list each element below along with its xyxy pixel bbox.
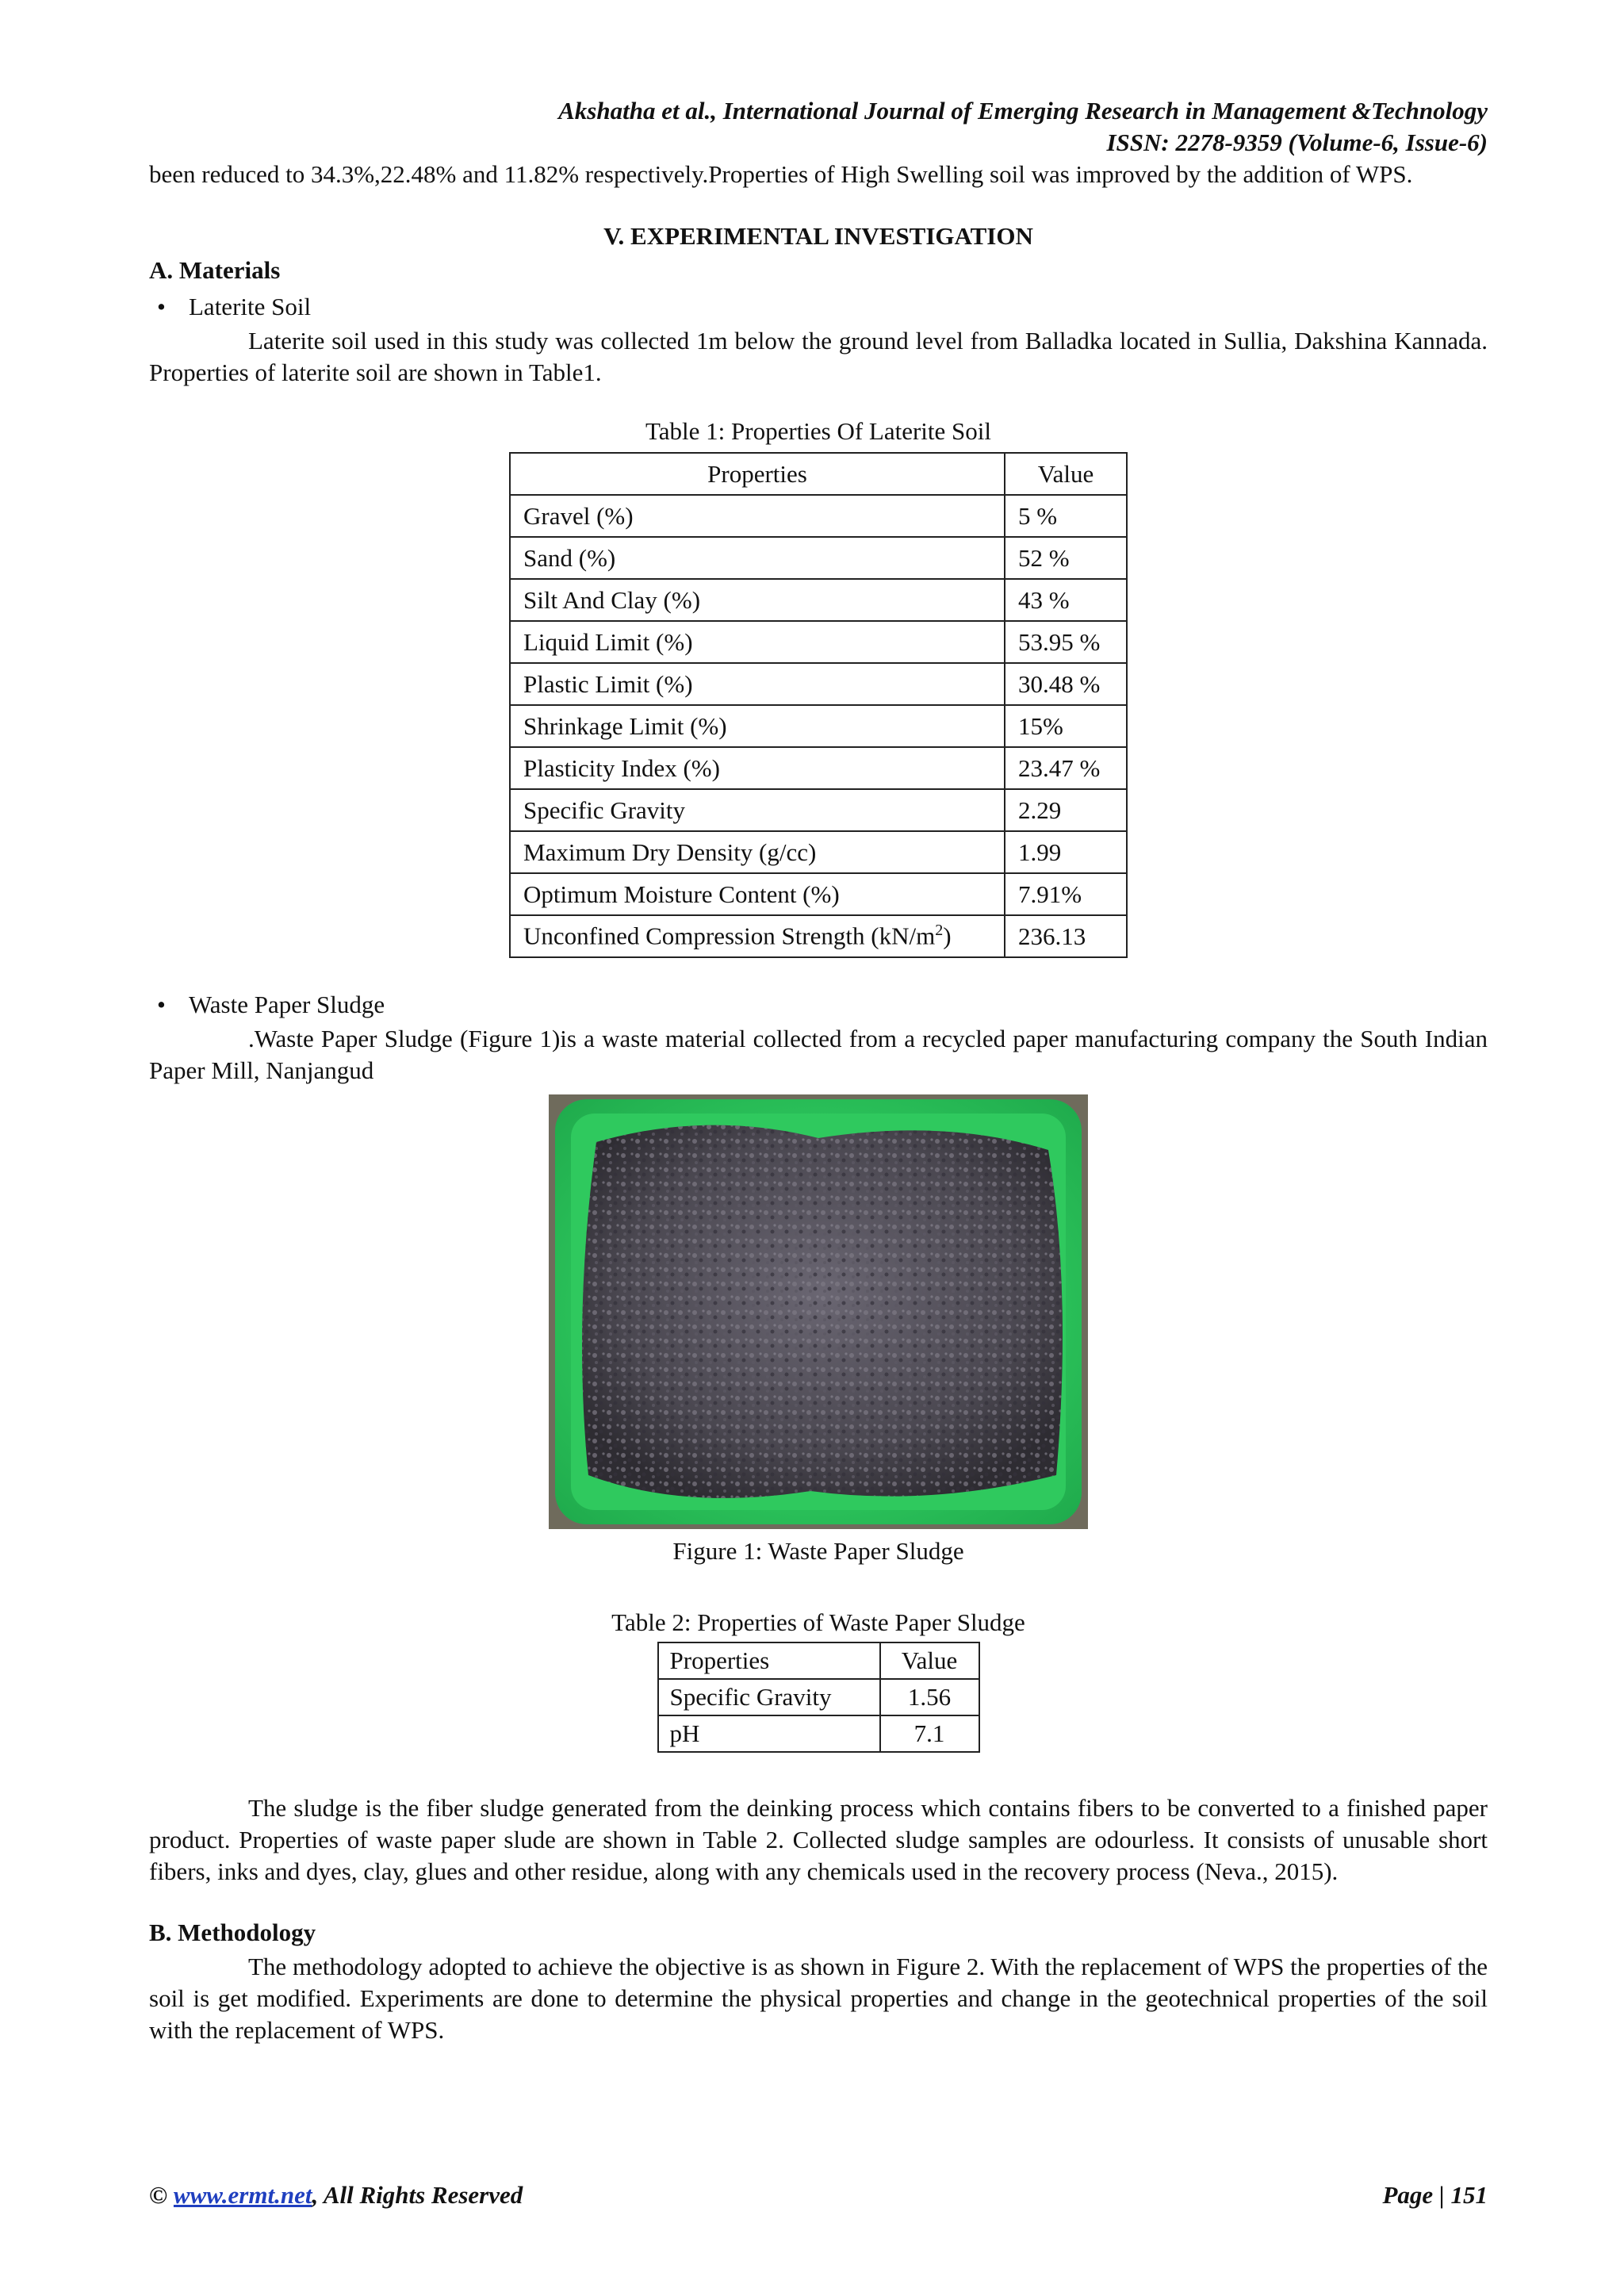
table-cell-property: Gravel (%) — [510, 495, 1005, 537]
table-cell-value: 236.13 — [1005, 915, 1127, 957]
table-row — [658, 1679, 979, 1715]
table-cell-value: 5 % — [1005, 495, 1127, 537]
table-cell-value: 7.1 — [880, 1715, 979, 1752]
table-row — [510, 621, 1127, 663]
table-cell-value: 1.56 — [880, 1679, 979, 1715]
table-row — [510, 915, 1127, 957]
table-row — [658, 1715, 979, 1752]
section-title: V. EXPERIMENTAL INVESTIGATION — [603, 222, 1033, 250]
table-cell-value: 7.91% — [1005, 873, 1127, 915]
issn-line: ISSN: 2278-9359 (Volume-6, Issue-6) — [1106, 128, 1488, 156]
bullet-waste-paper-sludge — [149, 987, 1488, 1023]
table-cell-value: 30.48 % — [1005, 663, 1127, 705]
bullet-laterite-soil — [149, 289, 1488, 325]
table-header-properties: Properties — [658, 1642, 880, 1679]
table-cell-property: Silt And Clay (%) — [510, 579, 1005, 621]
table-cell-value: 53.95 % — [1005, 621, 1127, 663]
table-cell-property: Optimum Moisture Content (%) — [510, 873, 1005, 915]
footer-copyright — [149, 2181, 523, 2210]
table-row — [510, 873, 1127, 915]
table-header-row — [658, 1642, 979, 1679]
table-cell-text-tail: ) — [943, 922, 952, 950]
table-header-value: Value — [880, 1642, 979, 1679]
table-row — [510, 705, 1127, 747]
table-row — [510, 579, 1127, 621]
table-cell-property: Plasticity Index (%) — [510, 747, 1005, 789]
table-cell-property: Liquid Limit (%) — [510, 621, 1005, 663]
methodology-paragraph: The methodology adopted to achieve the objective is as shown in Figure 2. With the replacement of WPS the properties of the soil is get modified. Experiments are done to determine the physical properties and change in the geotechnical properties of the soil with the replacement of WPS. — [149, 1953, 1488, 2044]
subheading-materials: A. Materials — [149, 256, 281, 284]
table-wps-properties — [657, 1642, 980, 1753]
figure-waste-paper-sludge-photo — [549, 1094, 1088, 1529]
sludge-paragraph: The sludge is the fiber sludge generated from the deinking process which contains fibers to be converted to a finished paper product. Properties of waste paper slude are shown in Table 2. Collected sludge samples are odourless. It consists of unusable short fibers, inks and dyes, clay, glues and other residue, along with any chemicals used in the recovery process (Neva., 2015). — [149, 1794, 1488, 1885]
intro-paragraph: been reduced to 34.3%,22.48% and 11.82% respectively.Properties of High Swelling soil was improved by the addition of WPS. — [149, 160, 1413, 188]
running-header — [149, 95, 1488, 159]
table-cell-value: 43 % — [1005, 579, 1127, 621]
table-cell-value: 23.47 % — [1005, 747, 1127, 789]
bullet-label: Waste Paper Sludge — [189, 991, 385, 1018]
table-cell-value: 2.29 — [1005, 789, 1127, 831]
table-cell-property: Maximum Dry Density (g/cc) — [510, 831, 1005, 873]
table-cell-text: Unconfined Compression Strength (kN/m — [523, 922, 936, 950]
table-cell-property: Specific Gravity — [658, 1679, 880, 1715]
table-laterite-properties — [509, 452, 1128, 958]
page-footer — [149, 2181, 1488, 2210]
table-header-properties: Properties — [510, 453, 1005, 495]
superscript: 2 — [935, 922, 944, 940]
footer-rights: , All Rights Reserved — [312, 2181, 523, 2209]
paper-page — [149, 95, 1488, 2046]
page-number: Page | 151 — [1382, 2181, 1488, 2209]
table-cell-property: pH — [658, 1715, 880, 1752]
table-row — [510, 789, 1127, 831]
table1-caption: Table 1: Properties Of Laterite Soil — [645, 417, 991, 445]
journal-title: Akshatha et al., International Journal of Emerging Research in Management &Technology — [558, 97, 1488, 125]
table-cell-property: Specific Gravity — [510, 789, 1005, 831]
sludge-tray-image — [549, 1094, 1088, 1529]
table2-caption: Table 2: Properties of Waste Paper Sludge — [611, 1608, 1025, 1636]
laterite-paragraph: Laterite soil used in this study was collected 1m below the ground level from Balladka located in Sullia, Dakshina Kannada. Properties of laterite soil are shown in Table1. — [149, 327, 1488, 386]
figure1-caption: Figure 1: Waste Paper Sludge — [672, 1537, 964, 1565]
table-header-row — [510, 453, 1127, 495]
subheading-methodology: B. Methodology — [149, 1918, 316, 1946]
bullet-icon: • — [157, 991, 166, 1018]
table-row — [510, 663, 1127, 705]
bullet-icon: • — [157, 293, 166, 320]
table-row — [510, 831, 1127, 873]
table-row — [510, 747, 1127, 789]
table-cell-value: 1.99 — [1005, 831, 1127, 873]
bullet-label: Laterite Soil — [189, 293, 312, 320]
table-row — [510, 537, 1127, 579]
table-cell-value: 52 % — [1005, 537, 1127, 579]
footer-link[interactable]: www.ermt.net — [173, 2181, 312, 2209]
table-cell-property: Sand (%) — [510, 537, 1005, 579]
table-cell-property: Plastic Limit (%) — [510, 663, 1005, 705]
table-cell-property — [510, 915, 1005, 957]
copyright-symbol: © — [149, 2181, 174, 2209]
table-row — [510, 495, 1127, 537]
table-cell-property: Shrinkage Limit (%) — [510, 705, 1005, 747]
table-cell-value: 15% — [1005, 705, 1127, 747]
table-header-value: Value — [1005, 453, 1127, 495]
wps-paragraph: .Waste Paper Sludge (Figure 1)is a waste material collected from a recycled paper manufacturing company the South Indian Paper Mill, Nanjangud — [149, 1025, 1488, 1084]
